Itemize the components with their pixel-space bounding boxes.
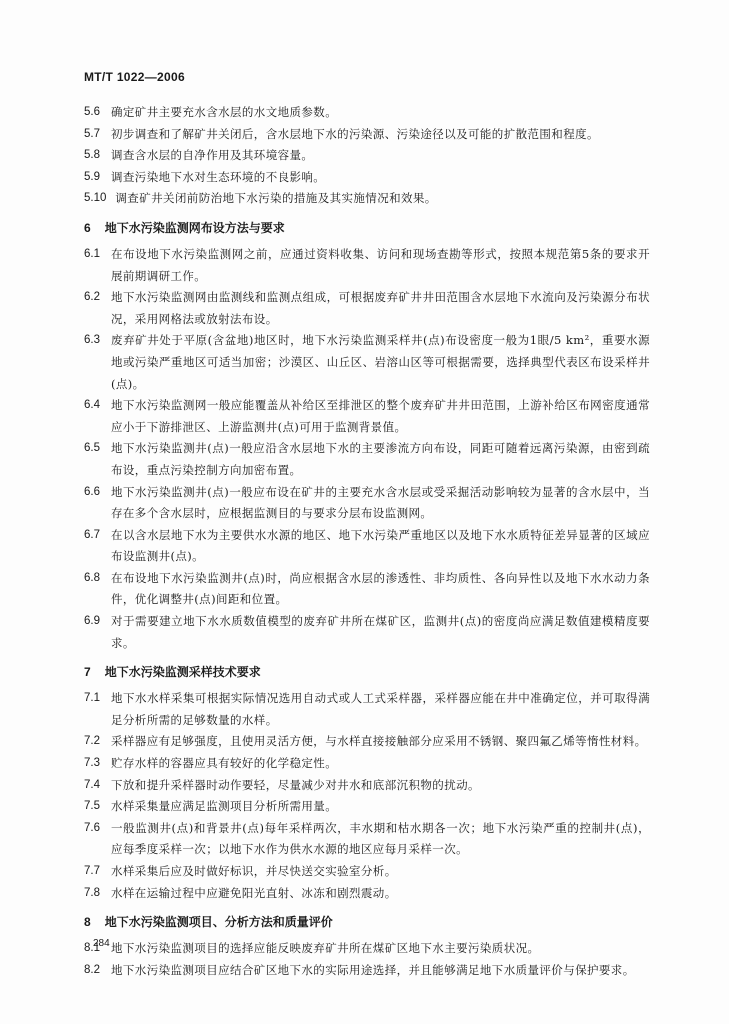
clause-text: 在以含水层地下水为主要供水水源的地区、地下水污染严重地区以及地下水水质特征差异显著的区域应布设监测井(点)。 xyxy=(111,527,650,564)
clause xyxy=(84,244,650,287)
clause-number: 7.3 xyxy=(84,757,100,770)
clause-number: 6.7 xyxy=(84,528,100,541)
clause-text: 在布设地下水污染监测网之前，应通过资料收集、访问和现场查勘等形式，按照本规范第5条的要求开展前期调研工作。 xyxy=(111,246,650,283)
clause xyxy=(84,960,650,982)
clause-number: 6.3 xyxy=(84,334,100,347)
clause xyxy=(84,753,650,775)
clause-text: 地下水污染监测项目应结合矿区地下水的实际用途选择，并且能够满足地下水质量评价与保护要求。 xyxy=(111,962,635,977)
clause-number: 6.4 xyxy=(84,399,100,412)
clause-text: 调查矿井关闭前防治地下水污染的措施及其实施情况和效果。 xyxy=(115,191,437,206)
clause-number: 7.6 xyxy=(84,821,100,834)
clause-text: 在布设地下水污染监测井(点)时，尚应根据含水层的渗透性、非均质性、各向异性以及地下水水动力条件，优化调整井(点)间距和位置。 xyxy=(111,570,650,607)
clause xyxy=(84,731,650,753)
clause xyxy=(84,124,650,146)
page-number: 284 xyxy=(93,938,110,949)
section-number: 7 xyxy=(84,665,91,680)
clause xyxy=(84,861,650,883)
clause-text: 对于需要建立地下水水质数值模型的废弃矿井所在煤矿区，监测井(点)的密度尚应满足数值建模精度要求。 xyxy=(111,614,650,650)
clause-text: 水样采集量应满足监测项目分析所需用量。 xyxy=(111,799,338,814)
clause-number: 5.7 xyxy=(84,127,100,140)
clause xyxy=(84,818,650,861)
clause-number: 7.1 xyxy=(84,692,100,705)
clause-text: 采样器应有足够强度，且使用灵活方便，与水样直接接触部分应采用不锈钢、聚四氟乙烯等惰性材料。 xyxy=(111,734,647,749)
clause-text: 地下水污染监测网一般应能覆盖从补给区至排泄区的整个废弃矿井井田范围，上游补给区布网密度通常应小于下游排泄区、上游监测井(点)可用于监测背景值。 xyxy=(111,398,650,434)
clause xyxy=(84,167,650,189)
clause-number: 5.10 xyxy=(84,192,107,205)
standard-code-header: MT/T 1022—2006 xyxy=(84,70,185,84)
clause-text: 地下水污染监测井(点)一般应沿含水层地下水的主要渗流方向布设，同距可随着远离污染源，由密到疏布设，重点污染控制方向加密布置。 xyxy=(111,441,650,477)
clause xyxy=(84,188,650,210)
clause-number: 6.5 xyxy=(84,442,100,455)
section-heading xyxy=(84,912,650,932)
clause-text: 废弃矿井处于平原(含盆地)地区时，地下水污染监测采样井(点)布设密度一般为1眼/5 km²，重要水源地或污染严重地区可适当加密；沙漠区、山丘区、岩溶山区等可根据需要，选择典型代表区布设采样井(点)。 xyxy=(111,333,650,391)
clause-number: 6.1 xyxy=(84,247,100,260)
clause-number: 6.8 xyxy=(84,571,100,584)
clause-text: 地下水污染监测网由监测线和监测点组成，可根据废弃矿井井田范围含水层地下水流向及污染源分布状况，采用网格法或放射法布设。 xyxy=(111,290,650,326)
clause xyxy=(84,611,650,654)
clause-number: 6.2 xyxy=(84,291,100,304)
clause-number: 6.9 xyxy=(84,615,100,628)
clause xyxy=(84,287,650,330)
clause xyxy=(84,482,650,525)
clause-number: 7.8 xyxy=(84,886,100,899)
clause xyxy=(84,568,650,611)
clause-number: 7.2 xyxy=(84,735,100,748)
section-title: 地下水污染监测项目、分析方法和质量评价 xyxy=(104,915,333,930)
clause xyxy=(84,883,650,905)
clause-text: 下放和提升采样器时动作要轻，尽量减少对井水和底部沉积物的扰动。 xyxy=(111,777,480,792)
clause-number: 7.4 xyxy=(84,778,100,791)
clause-number: 7.7 xyxy=(84,865,100,877)
clause xyxy=(84,102,650,124)
document-body xyxy=(84,102,650,981)
clause xyxy=(84,438,650,481)
clause xyxy=(84,938,650,960)
clause-text: 地下水水样采集可根据实际情况选用自动式或人工式采样器，采样器应能在井中准确定位，并可取得满足分析所需的足够数量的水样。 xyxy=(111,691,650,727)
clause-text: 调查污染地下水对生态环境的不良影响。 xyxy=(111,169,326,184)
clause-number: 8.1 xyxy=(84,942,100,955)
clause-number: 5.6 xyxy=(84,106,100,118)
clause-text: 水样在运输过程中应避免阳光直射、冰冻和剧烈震动。 xyxy=(111,885,397,900)
clause-number: 5.9 xyxy=(84,170,100,183)
clause xyxy=(84,145,650,167)
section-title: 地下水污染监测网布设方法与要求 xyxy=(104,220,285,235)
clause-number: 6.6 xyxy=(84,485,100,498)
clause-text: 调查含水层的自净作用及其环境容量。 xyxy=(111,148,314,163)
clause-number: 5.8 xyxy=(84,149,100,162)
clause-text: 确定矿井主要充水含水层的水文地质参数。 xyxy=(111,105,338,119)
clause xyxy=(84,330,650,395)
clause-text: 一般监测井(点)和背景井(点)每年采样两次，丰水期和枯水期各一次；地下水污染严重的控制井(点)，应每季度采样一次；以地下水作为供水水源的地区应每月采样一次。 xyxy=(111,820,650,857)
clause-text: 贮存水样的容器应具有较好的化学稳定性。 xyxy=(111,756,338,771)
section-heading xyxy=(84,218,650,238)
clause xyxy=(84,775,650,797)
clause xyxy=(84,796,650,818)
clause-text: 水样采集后应及时做好标识，并尽快送交实验室分析。 xyxy=(111,864,397,878)
clause-text: 地下水污染监测项目的选择应能反映废弃矿井所在煤矿区地下水主要污染质状况。 xyxy=(111,941,540,956)
clause-text: 地下水污染监测井(点)一般应布设在矿井的主要充水含水层或受采掘活动影响较为显著的含水层中，当存在多个含水层时，应根据监测目的与要求分层布设监测网。 xyxy=(111,484,650,521)
clause xyxy=(84,395,650,438)
clause-number: 8.2 xyxy=(84,963,100,976)
clause-number: 7.5 xyxy=(84,800,100,813)
section-heading xyxy=(84,662,650,682)
section-number: 8 xyxy=(84,915,91,930)
clause xyxy=(84,525,650,568)
clause xyxy=(84,688,650,731)
section-number: 6 xyxy=(84,220,91,235)
clause-text: 初步调查和了解矿井关闭后，含水层地下水的污染源、污染途径以及可能的扩散范围和程度。 xyxy=(111,126,599,141)
section-title: 地下水污染监测采样技术要求 xyxy=(104,665,261,680)
